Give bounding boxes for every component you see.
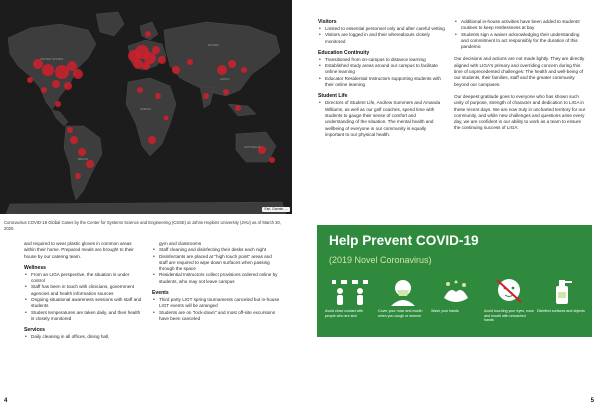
banner-title: Help Prevent COVID-19	[329, 233, 479, 248]
list-item: • From an LIGA perspective, the situation is under control	[31, 272, 144, 285]
tip-label: Avoid close contact with people who are sick	[325, 309, 364, 318]
disinfect-icon	[540, 276, 584, 306]
tip-label: Wash your hands	[431, 309, 459, 313]
education-continuity-heading: Education Continuity	[318, 49, 370, 56]
svg-text:BRAZIL: BRAZIL	[78, 157, 89, 161]
middle-column	[152, 241, 280, 322]
keep-distance-icon	[328, 276, 372, 306]
list-item: • Students are on "lock-down" and most off-site excursions have been canceled	[159, 310, 280, 323]
map-caption: Coronavirus COVID-19 Global Cases by the Center for Systems Science and Engineering (CSSE) at Johns Hopkins University (JHU) as of March 30, 2020.	[4, 220, 281, 231]
world-map-graphic	[0, 0, 292, 214]
right-column-b	[454, 19, 588, 132]
map-attribution: Esri, Garmin, ...	[264, 207, 288, 211]
svg-text:AFRICA: AFRICA	[140, 107, 152, 111]
left-column	[24, 241, 144, 341]
student-life-heading: Student Life	[318, 93, 348, 100]
list-item: • Educator Residential Instructors supporting students with their online learning	[325, 76, 446, 89]
cover-cough-icon	[381, 276, 425, 306]
closing-paragraph-1: Our decisions and actions are not made lightly. They are directly aligned with LIGA's primary and overriding concern during this time of unprecedented challenges: The health and well-being of our students, their families, staff and the greater community beyond our campuses.	[454, 56, 585, 87]
list-item: • Additional in-house activities have been added to students' routines to keep restlessness at bay	[461, 19, 588, 32]
tip-cover-cough	[378, 276, 428, 318]
page-number-left: 4	[4, 398, 8, 404]
wellness-list	[24, 272, 144, 322]
services-continued-text: gym and classrooms	[159, 241, 202, 246]
list-item: • Limited to essential personnel only and after careful vetting	[325, 26, 446, 32]
page-number-right: 5	[590, 398, 594, 404]
education-continuity-list	[318, 57, 446, 88]
left-intro-text: and required to wear plastic gloves in common areas within their home. Prepared meals are brought to their house by our catering team.	[24, 241, 134, 259]
list-item: • Staff has been in touch with clinicians, government agencies and health information sources	[31, 284, 144, 297]
visitors-heading: Visitors	[318, 19, 337, 25]
tip-label: Cover your nose and mouth when you cough or sneeze	[378, 309, 423, 318]
list-item: • Established study areas around our campus to facilitate online learning	[325, 63, 446, 76]
covid-world-map	[0, 0, 292, 214]
additional-measures-list	[454, 19, 588, 50]
events-list	[152, 297, 280, 322]
tip-wash-hands	[431, 276, 481, 314]
list-item: • Students sign a waiver acknowledging their understanding and commitment to act responsibly for the duration of this pandemic	[461, 32, 588, 51]
tip-label: Disinfect surfaces and objects	[537, 309, 585, 313]
list-item: • Disinfectants are placed at "high touch point" areas and staff are required to wipe down surfaces when passing through the space	[159, 254, 280, 273]
banner-subtitle: (2019 Novel Coronavirus)	[329, 255, 432, 265]
no-touch-face-icon	[487, 276, 531, 306]
prevention-banner	[317, 225, 592, 337]
visitors-list	[318, 26, 446, 45]
list-item: • Ongoing situational awareness sessions with staff and students	[31, 297, 144, 310]
tip-disinfect	[537, 276, 587, 314]
right-column-a	[318, 19, 446, 138]
tip-keep-distance	[325, 276, 375, 318]
services-heading: Services	[24, 327, 45, 334]
list-item: • Daily cleaning in all offices, dining hall,	[31, 334, 144, 340]
list-item: • Staff cleaning and disinfecting their desks each night	[159, 247, 280, 253]
svg-text:CHINA: CHINA	[220, 77, 230, 81]
list-item: • Third party LIGT spring tournaments canceled but in-house LIGT events will be arranged	[159, 297, 280, 310]
list-item: • Transitioned from on-campus to distance learning	[325, 57, 446, 63]
tip-no-touch-face	[484, 276, 534, 323]
list-item: • Visitors are logged in and their whereabouts closely monitored	[325, 32, 446, 45]
list-item: • Residential Instructors collect provisions ordered online by students, who may not leave campus	[159, 272, 280, 285]
list-item: • Student temperatures are taken daily, and their health is closely monitored	[31, 310, 144, 323]
svg-text:RUSSIA: RUSSIA	[208, 43, 220, 47]
student-life-list	[318, 100, 446, 138]
list-item: • Directors of Student Life, Andrew Summers and Amanda Williams, as well as our golf coaches, spend time with students to gauge their sense of comfort and understanding of the situation. The mental health and wellbeing of everyone in our community is equally important to our physical health.	[325, 100, 446, 138]
services-list-continued	[152, 247, 280, 285]
services-list	[24, 334, 144, 340]
svg-text:AUSTRALIA: AUSTRALIA	[244, 145, 261, 149]
closing-paragraph-2: Our deepest gratitude goes to everyone who has shown such unity of purpose, strength of character and dedication to LIGA in these recent days. We are now truly in uncharted territory for our community, and while new challenges and questions arise every day, we are confident in our ability to work as a team to ensure the continuing success of LIGA.	[454, 93, 586, 131]
tip-label: Avoid touching your eyes, nose and mouth with unwashed hands	[484, 309, 534, 323]
wash-hands-icon	[434, 276, 478, 306]
events-heading: Events	[152, 290, 169, 297]
svg-text:UNITED STATES: UNITED STATES	[40, 57, 64, 61]
wellness-heading: Wellness	[24, 264, 46, 271]
